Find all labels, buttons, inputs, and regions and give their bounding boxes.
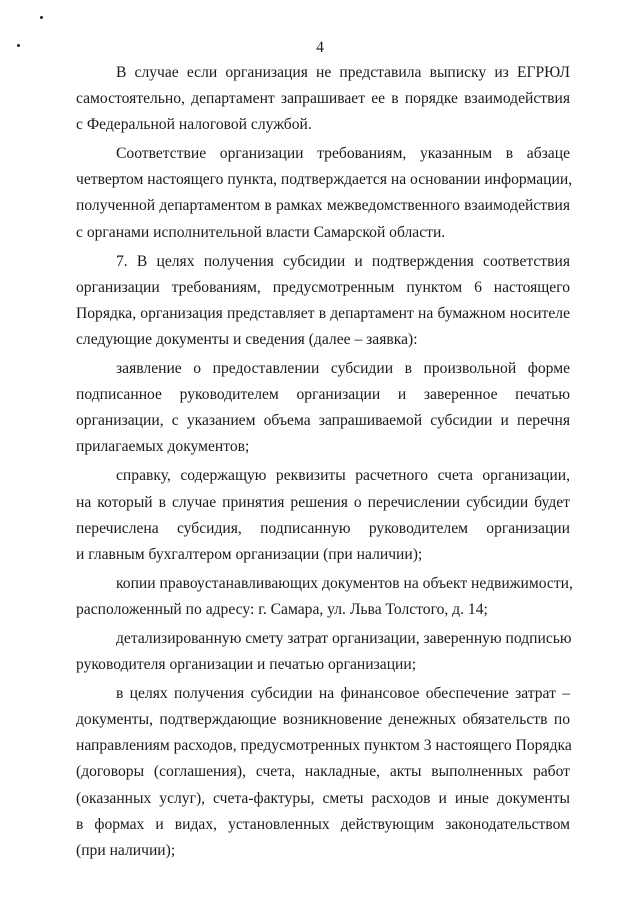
text-line: В случае если организация не представила выписку из ЕГРЮЛ bbox=[116, 64, 570, 81]
text-line: (при наличии); bbox=[76, 841, 176, 859]
text-line: и главным бухгалтером организации (при наличии); bbox=[76, 545, 423, 563]
text-line: детализированную смету затрат организации, заверенную подписью bbox=[116, 629, 572, 647]
text-line: перечислена субсидия, подписанную руководителем организации bbox=[76, 519, 570, 537]
text-line: следующие документы и сведения (далее – заявка): bbox=[76, 330, 418, 348]
text-line: Соответствие организации требованиям, указанным в абзаце bbox=[116, 145, 570, 163]
document-body bbox=[76, 60, 573, 864]
text-line: организации, с указанием объема запрашиваемой субсидии и перечня bbox=[76, 412, 570, 430]
text-line: прилагаемых документов; bbox=[76, 438, 250, 456]
scan-speck-1 bbox=[40, 16, 43, 19]
text-line: заявление о предоставлении субсидии в произвольной форме bbox=[116, 360, 570, 378]
paragraph bbox=[76, 249, 570, 353]
text-line: направлениям расходов, предусмотренных пунктом 3 настоящего Порядка bbox=[76, 737, 572, 755]
text-line: четвертом настоящего пункта, подтверждается на основании информации, bbox=[76, 171, 573, 189]
text-line: с Федеральной налоговой службой. bbox=[76, 116, 312, 134]
text-line: (оказанных услуг), счета-фактуры, сметы расходов и иные документы bbox=[76, 789, 570, 807]
text-line: подписанное руководителем организации и заверенное печатью bbox=[76, 386, 570, 404]
paragraph bbox=[76, 60, 570, 138]
text-line: в целях получения субсидии на финансовое обеспечение затрат – bbox=[116, 685, 570, 703]
text-line: копии правоустанавливающих документов на объект недвижимости, bbox=[116, 574, 573, 592]
paragraph bbox=[76, 626, 570, 678]
text-line: (договоры (соглашения), счета, накладные, акты выполненных работ bbox=[76, 763, 570, 781]
text-line: справку, содержащую реквизиты расчетного счета организации, bbox=[116, 467, 570, 485]
text-line: 7. В целях получения субсидии и подтверждения соответствия bbox=[116, 252, 570, 270]
text-line: расположенный по адресу: г. Самара, ул. Льва Толстого, д. 14; bbox=[76, 600, 488, 618]
text-line: с органами исполнительной власти Самарской области. bbox=[76, 223, 446, 241]
text-line: на который в случае принятия решения о перечислении субсидии будет bbox=[76, 493, 570, 511]
paragraph bbox=[76, 681, 570, 864]
paragraph bbox=[76, 356, 570, 460]
text-line: организации требованиям, предусмотренным пунктом 6 настоящего bbox=[76, 278, 570, 296]
paragraph bbox=[76, 141, 573, 245]
text-line: самостоятельно, департамент запрашивает ее в порядке взаимодействия bbox=[76, 90, 570, 108]
text-line: Порядка, организация представляет в департамент на бумажном носителе bbox=[76, 304, 570, 322]
page-number: 4 bbox=[316, 39, 324, 56]
text-line: в формах и видах, установленных действующим законодательством bbox=[76, 815, 570, 833]
paragraph bbox=[76, 571, 573, 623]
text-line: полученной департаментом в рамках межведомственного взаимодействия bbox=[76, 197, 570, 215]
paragraph bbox=[76, 463, 570, 567]
text-line: руководителя организации и печатью организации; bbox=[76, 656, 417, 674]
text-line: документы, подтверждающие возникновение денежных обязательств по bbox=[76, 711, 570, 729]
